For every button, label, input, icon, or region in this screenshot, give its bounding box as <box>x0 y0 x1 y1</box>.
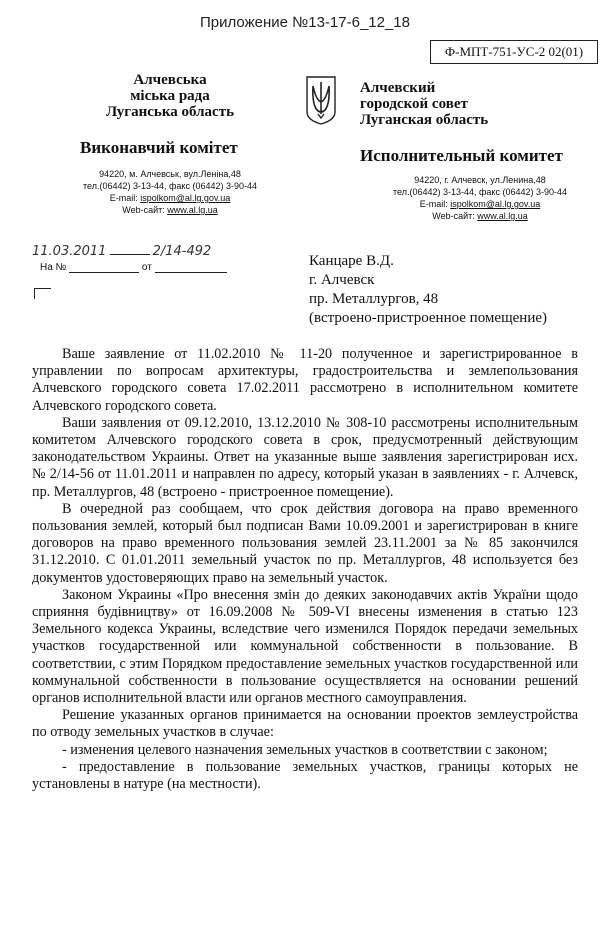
reference-line <box>40 262 227 273</box>
addressee-premises: (встроено-пристроенное помещение) <box>309 310 547 326</box>
handwritten-number: 2/14-492 <box>152 244 212 259</box>
left-addr-email <box>50 192 290 204</box>
addressee-block <box>309 252 547 328</box>
left-address-block <box>50 168 290 216</box>
paragraph-5: Решение указанных органов принимается на основании проектов землеустройства по отводу земельных участков в случае: <box>32 707 578 741</box>
left-web-label: Web-сайт: <box>122 205 168 215</box>
addressee-name: Канцаре В.Д. <box>309 253 394 269</box>
registration-line <box>32 244 211 259</box>
left-org-line3: Луганська область <box>105 104 234 120</box>
paragraph-2: Ваши заявления от 09.12.2010, 13.12.2010 № 308-10 рассмотрены исполнительным комитетом Алчевского городского совета в срок, предусмотренный действующим законодательством Украины. Ответ на указанные выше заявления зарегистрирован исх. № 2/14-56 от 11.01.2011 и направлен по адресу, который указан в заявлениях - г. Алчевск, пр. Металлургов, 48 (встроено - пристроенное помещение). <box>32 414 578 500</box>
na-blank <box>69 272 139 273</box>
right-committee-title: Исполнительный комитет <box>360 146 563 165</box>
right-org-line2: городской совет <box>360 96 468 112</box>
left-email-link: ispolkom@al.lg.gov.ua <box>140 193 231 203</box>
left-addr-phone: тел.(06442) 3-13-44, факс (06442) 3-90-44 <box>82 181 257 191</box>
right-addr-phone: тел.(06442) 3-13-44, факс (06442) 3-90-44 <box>392 187 567 197</box>
form-code-box: Ф-МПТ-751-УС-2 02(01) <box>430 40 598 64</box>
letter-body <box>32 346 578 793</box>
paragraph-1: Ваше заявление от 11.02.2010 № 11-20 полученное и зарегистрированное в управлении по вопросам архитектуры, градостроительства и землепользования Алчевского городского совета 17.02.2011 рассмотрено в исполнительном комитете Алчевского городского совета. <box>32 346 578 414</box>
right-address-block <box>365 174 595 222</box>
left-org-line2: міська рада <box>130 88 210 104</box>
paragraph-7: - предоставление в пользование земельных участков, границы которых не установлены в натуре (на местности). <box>32 758 578 793</box>
trident-emblem-icon <box>304 74 338 126</box>
right-addr-web <box>365 210 595 222</box>
paragraph-3: В очередной раз сообщаем, что срок действия договора на право временного пользования землей, который был подписан Вами 10.09.2001 и зарегистрирован в книге договоров на право временного пользования землей 23.11.2001 за № 85 закончился 31.12.2010. С 01.01.2011 земельный участок по пр. Металлургов, 48 используется без документов удостоверяющих право на земельный участок. <box>32 500 578 586</box>
right-org-line3: Луганская область <box>360 112 489 128</box>
right-web-link: www.al.lg.ua <box>477 211 528 221</box>
paragraph-6: - изменения целевого назначения земельных участков в соответствии с законом; <box>62 741 548 758</box>
addressee-city: г. Алчевск <box>309 272 375 288</box>
right-email-link: ispolkom@al.lg.gov.ua <box>450 199 541 209</box>
left-addr-web <box>50 204 290 216</box>
corner-mark <box>34 288 51 299</box>
right-addr-street: 94220, г. Алчевск, ул.Ленина,48 <box>414 175 546 185</box>
appendix-label: Приложение №13-17-6_12_18 <box>200 14 410 31</box>
handwritten-date: 11.03.2011 <box>32 244 107 259</box>
na-label: На № <box>40 262 67 273</box>
ot-blank <box>155 272 227 273</box>
left-committee-title: Виконавчий комітет <box>80 138 238 157</box>
ot-label: от <box>141 262 152 273</box>
paragraph-4: Законом Украины «Про внесення змін до деяких законодавчих актів України щодо сприяння будівництву» от 16.09.2008 № 509-VI внесены изменения в статью 123 Земельного кодекса Украины, вследствие чего изменился Порядок передачи земельных участков государственной или коммунальной собственности в пользование. В соответствии, с этим Порядком предоставление земельных участков государственной или коммунальной собственности в пользование осуществляется на основании решений органов исполнительной власти или органов местного самоуправления. <box>32 586 578 707</box>
right-web-label: Web-сайт: <box>432 211 478 221</box>
left-org-name <box>70 72 270 120</box>
left-email-label: E-mail: <box>109 193 141 203</box>
left-addr-street: 94220, м. Алчевськ, вул.Леніна,48 <box>99 169 241 179</box>
left-web-link: www.al.lg.ua <box>167 205 218 215</box>
left-org-line1: Алчевська <box>133 72 207 88</box>
right-addr-email <box>365 198 595 210</box>
right-org-name <box>360 80 550 128</box>
right-org-line1: Алчевский <box>360 80 436 96</box>
addressee-street: пр. Металлургов, 48 <box>309 291 439 307</box>
right-email-label: E-mail: <box>419 199 451 209</box>
